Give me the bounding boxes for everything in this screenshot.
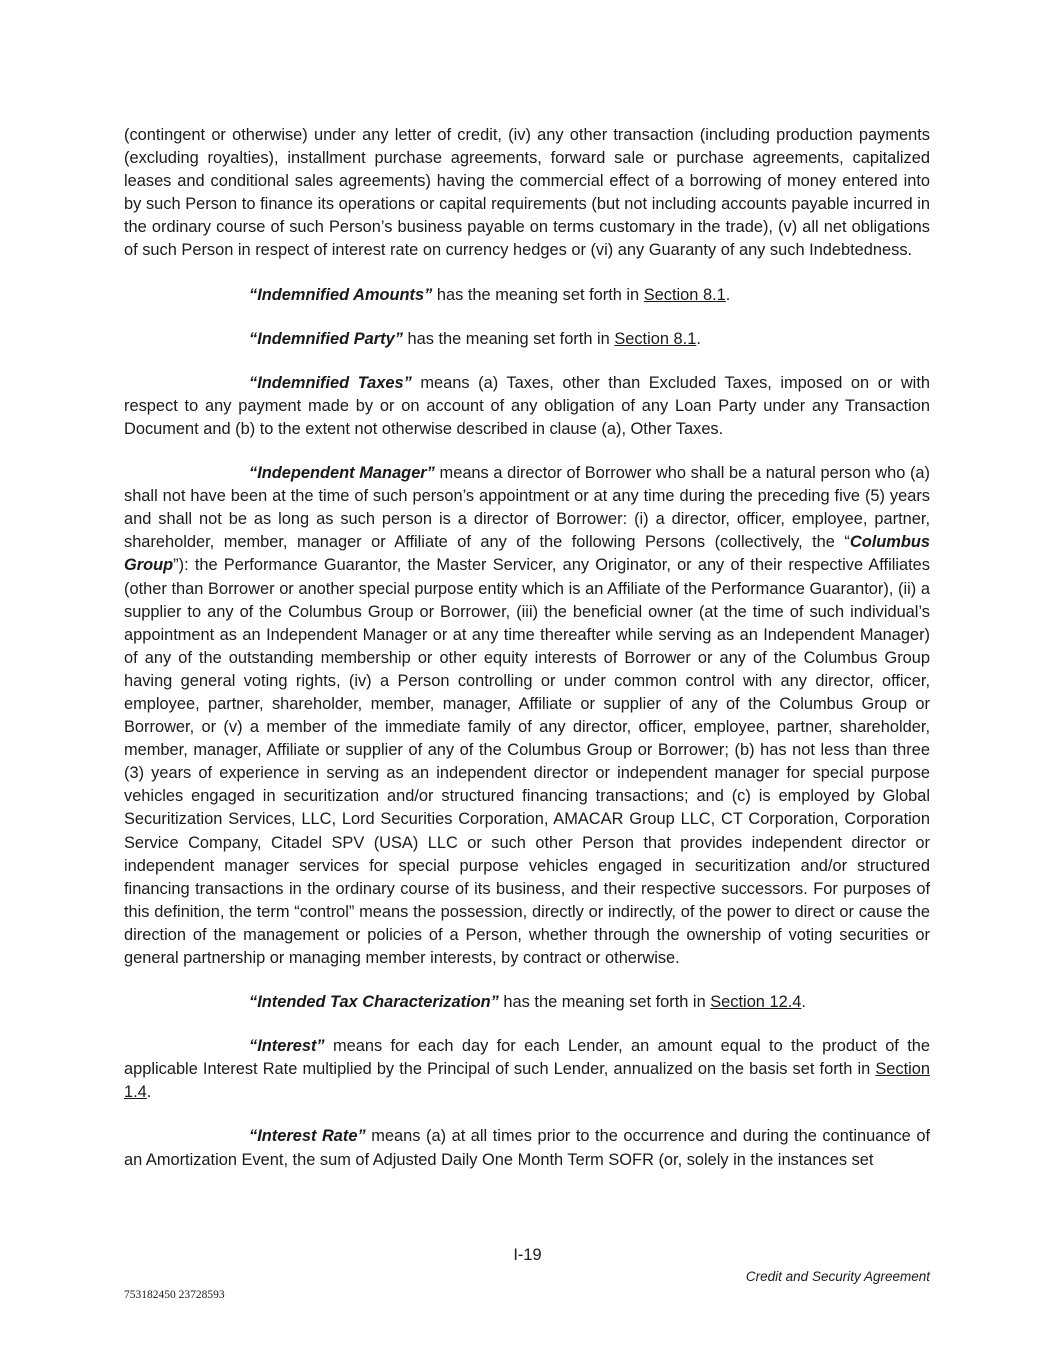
defined-term: “Indemnified Amounts” [249,285,433,304]
section-reference-link[interactable]: Section 12.4 [710,993,802,1012]
defined-term: “Indemnified Party” [249,329,403,348]
definition-independent-manager [124,462,930,970]
defined-term: “Interest” [249,1037,325,1056]
definition-indemnified-taxes [124,372,930,441]
footer-document-title: Credit and Security Agreement [745,1269,930,1284]
definition-tail: . [696,329,701,348]
definition-text: means (a) Taxes, other than Excluded Taxes, imposed on or with respect to any payment made by or on account of any obligation of any Loan Party under any Transaction Document and (b) to the extent not otherwise described in clause (a), Other Taxes. [124,373,930,438]
definition-text: means for each day for each Lender, an amount equal to the product of the applicable Interest Rate multiplied by the Principal of such Lender, annualized on the basis set forth in [124,1037,930,1079]
section-reference-link[interactable]: Section 8.1 [614,329,697,348]
definition-text: has the meaning set forth in [402,329,615,348]
definition-text: means (a) at all times prior to the occurrence and during the continuance of an Amortization Event, the sum of Adjusted Daily One Month Term SOFR (or, solely in the instances set [124,1127,930,1169]
definition-indemnified-amounts [124,284,930,307]
definition-tail: . [146,1083,152,1102]
section-reference-link[interactable]: Section 8.1 [643,285,726,304]
definition-indemnified-party [124,328,930,351]
definition-intended-tax-characterization [124,991,930,1014]
definition-text: means a director of Borrower who shall be a natural person who (a) shall not have been at the time of such person’s appointment or at any time during the preceding five (5) years and shall not be as long as such person is a director of Borrower: (i) a director, officer, employee, partner, shareholder, member, manager or Affiliate of any of the following Persons (collectively, the “ [124,464,930,552]
definition-text: has the meaning set forth in [432,285,644,304]
definition-interest-rate [124,1125,930,1171]
definition-interest [124,1035,930,1104]
defined-term: “Interest Rate” [249,1127,366,1146]
paragraph-continuation: (contingent or otherwise) under any letter of credit, (iv) any other transaction (including production payments (excluding royalties), installment purchase agreements, forward sale or purchase agreements, capitalized leases and conditional sales agreements) having the commercial effect of a borrowing of money entered into by such Person to finance its operations or capital requirements (but not including accounts payable incurred in the ordinary course of such Person’s business payable on terms customary in the trade), (v) all net obligations of such Person in respect of interest rate on currency hedges or (vi) any Guaranty of any such Indebtedness. [124,126,930,260]
defined-term: “Intended Tax Characterization” [249,993,499,1012]
definition-text-continued: ”): the Performance Guarantor, the Master Servicer, any Originator, or any of their respective Affiliates (other than Borrower or another special purpose entity which is an Affiliate of the Performance Guarantor), (ii) a supplier to any of the Columbus Group or Borrower, (iii) the beneficial owner (at the time of such individual’s appointment as an Independent Manager or at any time thereafter while serving as an Independent Manager) of any of the outstanding membership or other equity interests of Borrower or any of the Columbus Group having general voting rights, (iv) a Person controlling or under common control with any director, officer, employee, partner, shareholder, member, manager, Affiliate or supplier of any of the Columbus Group or Borrower, or (v) a member of the immediate family of any director, officer, employee, partner, shareholder, member, manager, Affiliate or supplier of any of the Columbus Group or Borrower; (b) has not less than three (3) years of experience in serving as an independent director or independent manager for special purpose vehicles engaged in securitization and/or structured financing transactions; and (c) is employed by Global Securitization Services, LLC, Lord Securities Corporation, AMACAR Group LLC, CT Corporation, Corporation Service Company, Citadel SPV (USA) LLC or such other Person that provides independent director or independent manager services for special purpose vehicles engaged in securitization and/or structured financing transactions in the ordinary course of its business, and their respective successors. For purposes of this definition, the term “control” means the possession, directly or indirectly, of the power to direct or cause the direction of the management or policies of a Person, whether through the ownership of voting securities or general partnership or managing member interests, by contract or otherwise. [124,556,930,967]
defined-term: “Independent Manager” [249,464,435,483]
definition-tail: . [801,993,806,1012]
section-reference-link[interactable]: Section 1.4 [124,1060,930,1102]
footer-document-id: 753182450 23728593 [124,1289,225,1301]
document-body [124,124,930,1193]
definition-text: has the meaning set forth in [498,993,711,1012]
definition-tail: . [725,285,731,304]
defined-term: “Indemnified Taxes” [249,373,412,392]
page-number: I-19 [513,1246,542,1264]
inline-defined-term: Columbus Group [124,533,930,575]
